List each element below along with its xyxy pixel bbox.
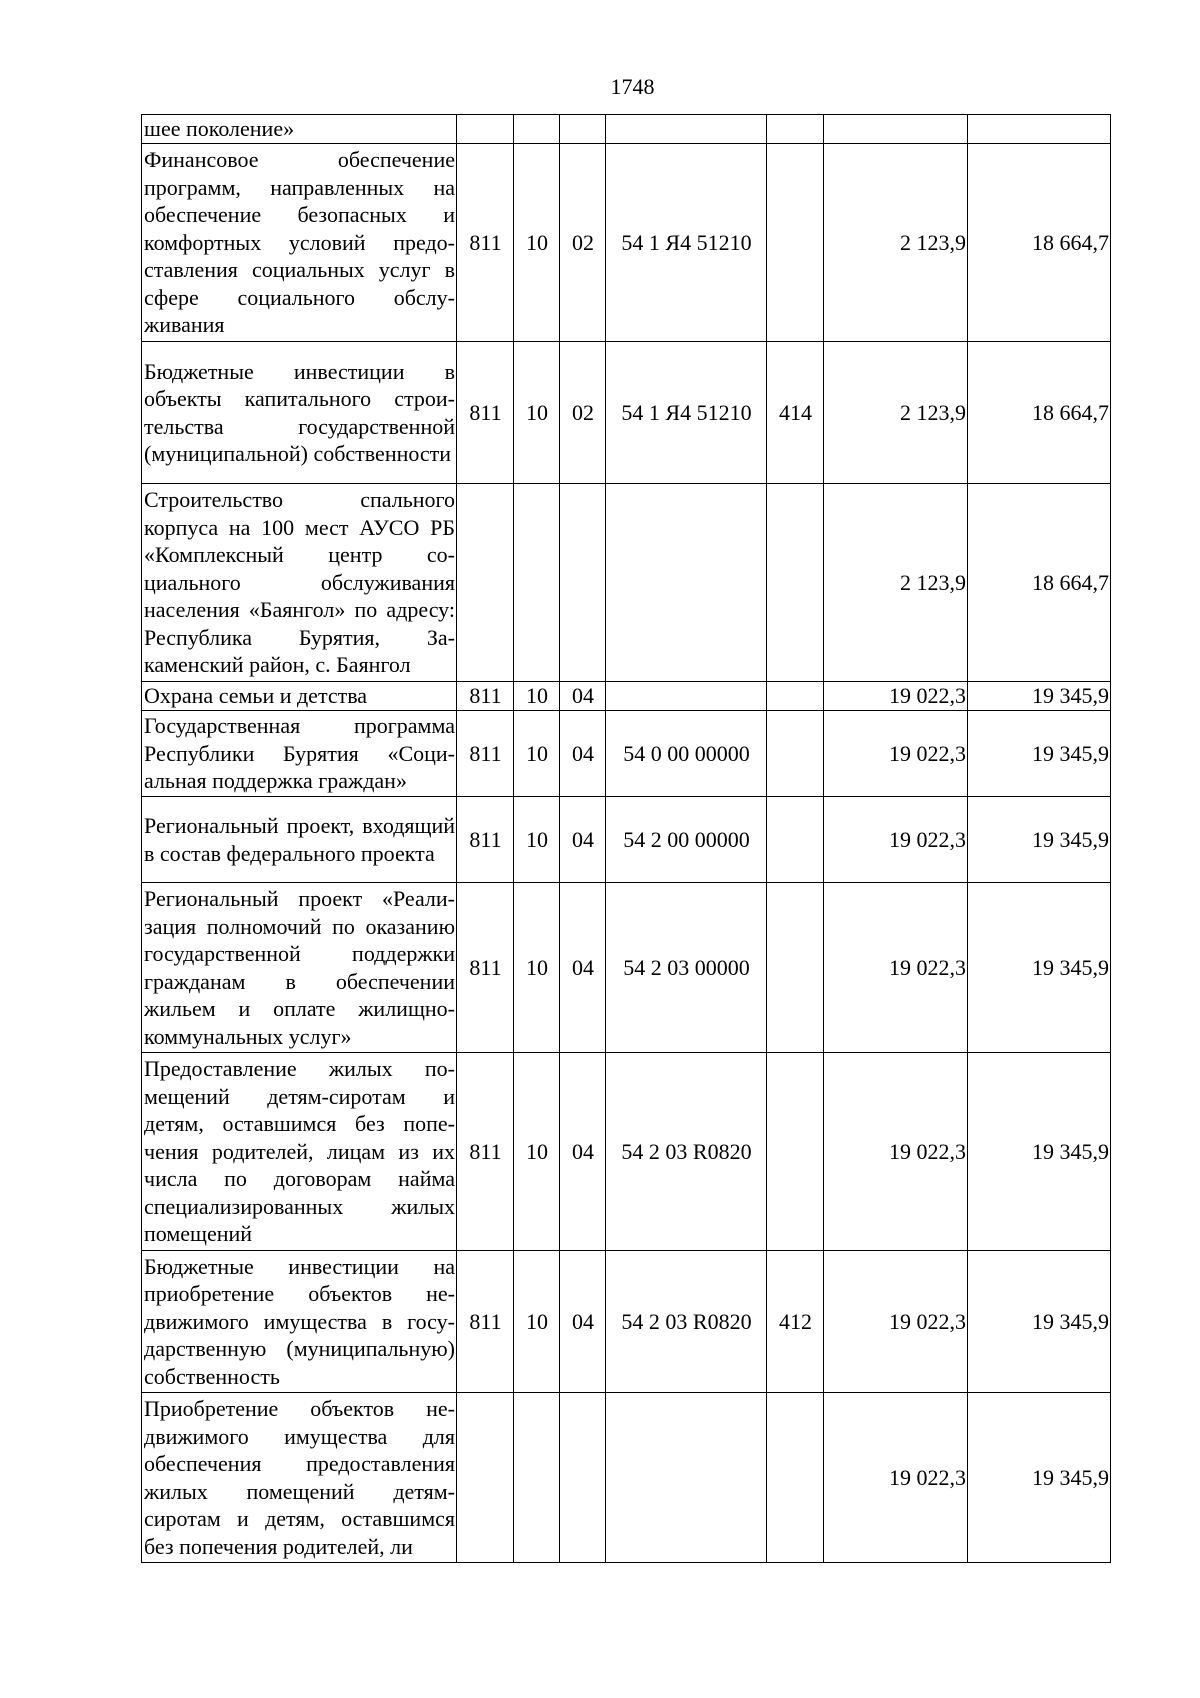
row-name: Охрана семьи и детства — [142, 682, 457, 711]
row-sum-2 — [968, 115, 1111, 144]
row-sum-1: 19 022,3 — [824, 1053, 968, 1251]
table-row — [142, 1393, 1111, 1563]
row-glav — [457, 484, 514, 682]
row-csr: 54 0 00 00000 — [606, 711, 767, 797]
row-name: Строительство спального корпуса на 100 мест АУСО РБ «Комплексный центр социального обслуживания населения «Баянгол» по адресу: Республика Бурятия, Закаменский район, с. Баянгол — [142, 484, 457, 682]
row-glav: 811 — [457, 342, 514, 484]
row-sum-2: 19 345,9 — [968, 1053, 1111, 1251]
row-glav: 811 — [457, 1053, 514, 1251]
row-rz: 10 — [514, 1251, 560, 1393]
row-sum-2: 19 345,9 — [968, 711, 1111, 797]
row-name: Бюджетные инвестиции на приобретение объектов недвижимого имущества в государственную (муниципальную) собственность — [142, 1251, 457, 1393]
row-name: Предоставление жилых помещений детям-сиротам и детям, оставшимся без попечения родителей, лицам из их числа по договорам найма специализированных жилых помещений — [142, 1053, 457, 1251]
row-vr — [767, 144, 824, 342]
table-row — [142, 144, 1111, 342]
row-name: Региональный проект «Реализация полномочий по оказанию государственной поддержки гражданам в обеспечении жильем и оплате жилищно-коммунальных услуг» — [142, 883, 457, 1053]
row-pr: 02 — [560, 342, 606, 484]
row-sum-2: 18 664,7 — [968, 342, 1111, 484]
row-csr — [606, 484, 767, 682]
row-glav: 811 — [457, 711, 514, 797]
row-sum-1: 2 123,9 — [824, 484, 968, 682]
row-glav: 811 — [457, 144, 514, 342]
row-csr — [606, 1393, 767, 1563]
row-sum-1: 19 022,3 — [824, 711, 968, 797]
row-rz — [514, 115, 560, 144]
row-sum-1: 19 022,3 — [824, 1393, 968, 1563]
row-pr — [560, 115, 606, 144]
table-row — [142, 1053, 1111, 1251]
row-pr — [560, 484, 606, 682]
row-sum-1: 19 022,3 — [824, 1251, 968, 1393]
row-name: Приобретение объектов недвижимого имущества для обеспечения предоставления жилых помещений детям-сиротам и детям, оставшимся без попечения родителей, ли — [142, 1393, 457, 1563]
row-sum-2: 19 345,9 — [968, 1251, 1111, 1393]
row-pr: 04 — [560, 1053, 606, 1251]
row-rz: 10 — [514, 682, 560, 711]
row-sum-2: 19 345,9 — [968, 883, 1111, 1053]
row-vr: 412 — [767, 1251, 824, 1393]
row-vr: 414 — [767, 342, 824, 484]
row-csr — [606, 682, 767, 711]
row-rz — [514, 1393, 560, 1563]
row-pr: 04 — [560, 883, 606, 1053]
row-name: Региональный проект, входящий в состав федерального проекта — [142, 797, 457, 883]
row-pr: 04 — [560, 797, 606, 883]
row-csr: 54 2 03 R0820 — [606, 1053, 767, 1251]
row-name: Государственная программа Республики Бурятия «Социальная поддержка граждан» — [142, 711, 457, 797]
row-name: Бюджетные инвестиции в объекты капитального строительства государственной (муниципальной) собственности — [142, 342, 457, 484]
row-pr: 04 — [560, 711, 606, 797]
table-row — [142, 682, 1111, 711]
row-rz: 10 — [514, 797, 560, 883]
row-sum-1: 2 123,9 — [824, 144, 968, 342]
row-vr — [767, 883, 824, 1053]
row-sum-1: 2 123,9 — [824, 342, 968, 484]
row-rz: 10 — [514, 144, 560, 342]
table-row — [142, 342, 1111, 484]
row-csr: 54 1 Я4 51210 — [606, 144, 767, 342]
table-row — [142, 883, 1111, 1053]
table-row — [142, 711, 1111, 797]
row-glav: 811 — [457, 797, 514, 883]
row-csr: 54 2 03 R0820 — [606, 1251, 767, 1393]
row-sum-2: 19 345,9 — [968, 682, 1111, 711]
page-number: 1748 — [610, 74, 655, 99]
row-glav — [457, 1393, 514, 1563]
row-csr: 54 2 03 00000 — [606, 883, 767, 1053]
row-glav: 811 — [457, 883, 514, 1053]
row-vr — [767, 115, 824, 144]
row-csr: 54 2 00 00000 — [606, 797, 767, 883]
row-pr: 02 — [560, 144, 606, 342]
table-row — [142, 484, 1111, 682]
row-glav: 811 — [457, 1251, 514, 1393]
row-vr — [767, 711, 824, 797]
row-sum-1: 19 022,3 — [824, 797, 968, 883]
row-vr — [767, 682, 824, 711]
row-sum-1 — [824, 115, 968, 144]
table-row — [142, 115, 1111, 144]
row-sum-1: 19 022,3 — [824, 682, 968, 711]
row-vr — [767, 1053, 824, 1251]
row-vr — [767, 1393, 824, 1563]
row-csr — [606, 115, 767, 144]
row-pr: 04 — [560, 1251, 606, 1393]
row-csr: 54 1 Я4 51210 — [606, 342, 767, 484]
row-pr — [560, 1393, 606, 1563]
budget-table — [141, 114, 1111, 1563]
row-vr — [767, 484, 824, 682]
row-sum-2: 18 664,7 — [968, 144, 1111, 342]
row-rz: 10 — [514, 342, 560, 484]
table-row — [142, 797, 1111, 883]
row-rz — [514, 484, 560, 682]
row-rz: 10 — [514, 1053, 560, 1251]
table-row — [142, 1251, 1111, 1393]
row-sum-2: 19 345,9 — [968, 1393, 1111, 1563]
row-name: Финансовое обеспечение программ, направленных на обеспечение безопасных и комфортных условий предоставления социальных услуг в сфере социального обслуживания — [142, 144, 457, 342]
row-pr: 04 — [560, 682, 606, 711]
row-rz: 10 — [514, 711, 560, 797]
row-name: шее поколение» — [142, 115, 457, 144]
row-glav — [457, 115, 514, 144]
row-rz: 10 — [514, 883, 560, 1053]
row-sum-2: 18 664,7 — [968, 484, 1111, 682]
row-vr — [767, 797, 824, 883]
row-sum-1: 19 022,3 — [824, 883, 968, 1053]
row-sum-2: 19 345,9 — [968, 797, 1111, 883]
row-glav: 811 — [457, 682, 514, 711]
